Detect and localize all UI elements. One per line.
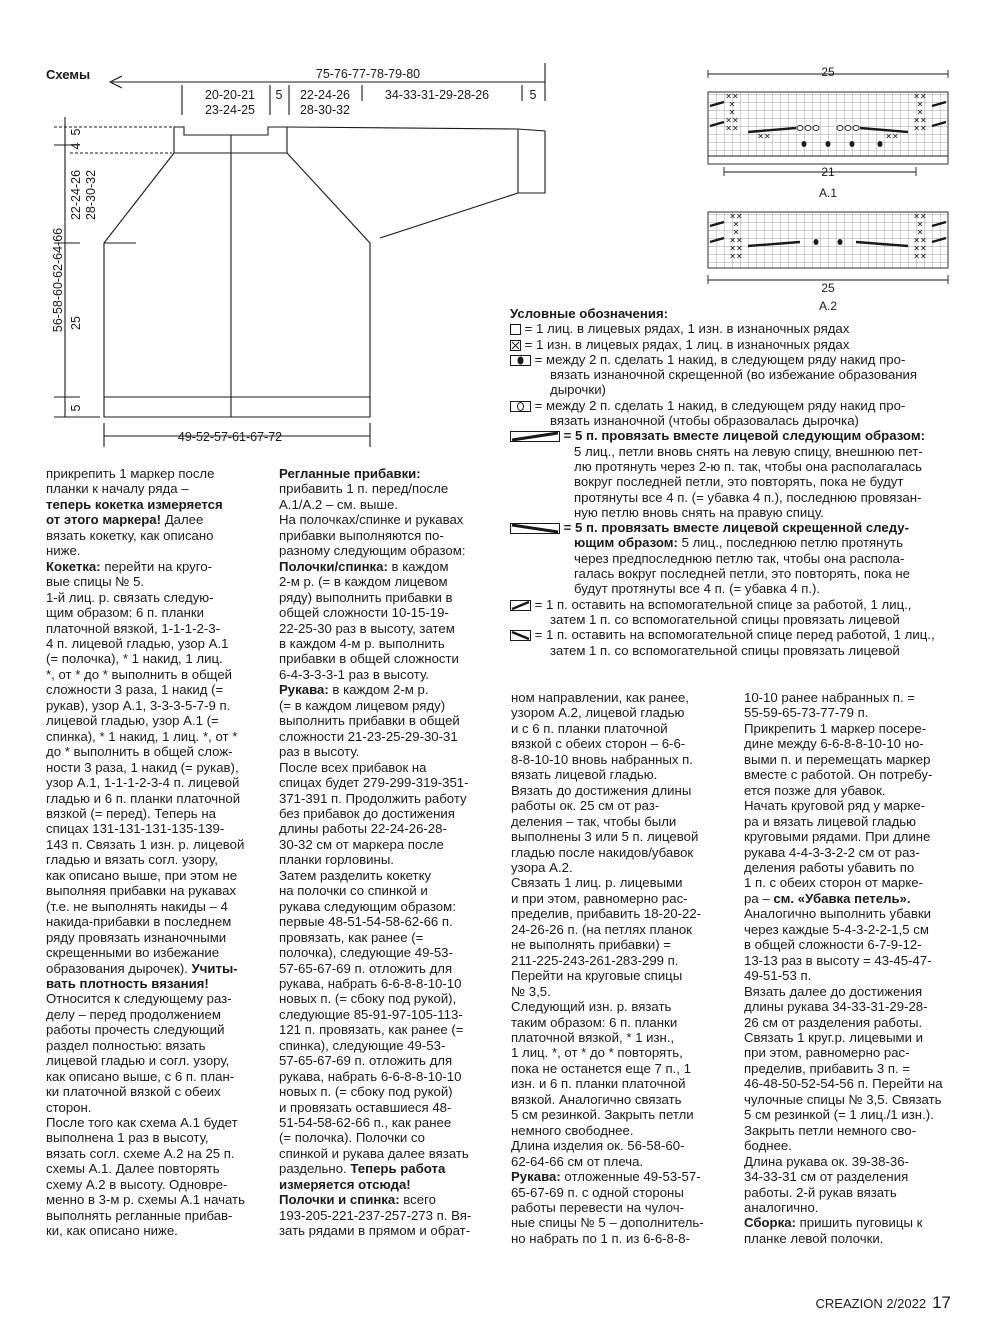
- text-line: 8-8-10-10 вновь набранных п.: [511, 751, 693, 767]
- text-line: Перейти на круговые спицы: [511, 968, 683, 984]
- legend-item-yo-hole: [510, 398, 960, 413]
- text-line: 1-й лиц. р. связать следую-: [46, 589, 214, 605]
- text-line: пока не останется еще 7 п., 1: [511, 1060, 691, 1076]
- left-decrease-icon: [510, 431, 560, 442]
- text-line: образования дырочек).: [46, 960, 188, 976]
- text-line: ки, как описано ниже.: [46, 1223, 178, 1239]
- text-line: спицах 131-131-131-135-139-: [46, 821, 225, 837]
- text-line: как описано выше, при этом не: [46, 867, 238, 883]
- text-line: 57-65-67-69 п. отложить для: [279, 960, 453, 976]
- text-line: сторон.: [46, 1099, 92, 1115]
- text-line: узором A.2, лицевой гладью: [511, 705, 685, 721]
- legend-text: лю протянуть через 2-ю п. так, чтобы она располагалась: [574, 458, 922, 474]
- dim-side-4: 4: [69, 142, 83, 150]
- text-line: немного свободнее.: [511, 1122, 634, 1138]
- legend-text: = 5 п. провязать вместе лицевой следующим образом:: [563, 428, 925, 444]
- text-line: 24-26-26 п. (на петлях планок: [511, 921, 693, 937]
- svg-text:✕✕: ✕✕: [757, 132, 771, 141]
- text-line: Прикрепить 1 маркер посере-: [744, 720, 927, 736]
- dim-seg-c-line1: 22-24-26: [299, 88, 351, 102]
- text-line: ные спицы № 5 – дополнитель-: [511, 1215, 704, 1231]
- svg-text:✕✕: ✕✕: [913, 212, 927, 221]
- text-line: в каждом 4-м р. выполнить: [279, 635, 445, 651]
- legend-text: галась вокруг последней петли, это повторять, пока не: [574, 566, 911, 582]
- text-line: сложности 3 раза, 1 накид (=: [46, 682, 224, 698]
- svg-text:✕: ✕: [728, 100, 736, 109]
- text-line: в каждом 2-м р.: [328, 682, 429, 698]
- dim-seg-d: 34-33-31-29-28-26: [384, 88, 490, 102]
- legend-text: через предпоследнюю петлю так, чтобы она распола-: [574, 550, 905, 566]
- legend-text: 5 лиц., последнюю петлю протянуть: [677, 535, 903, 551]
- a2-bottom-width: 25: [821, 281, 835, 295]
- svg-text:✕: ✕: [916, 228, 924, 237]
- text-line: Вязать далее до достижения: [744, 983, 923, 999]
- text-line: ниже.: [46, 543, 81, 559]
- text-line: измеряется отсюда!: [279, 1176, 411, 1192]
- dim-bottom-width: 49-52-57-61-67-72: [177, 430, 283, 444]
- dim-top-total: 75-76-77-78-79-80: [315, 67, 421, 81]
- text-line: 1 лиц. *, от * до * повторять,: [511, 1045, 683, 1061]
- text-line: Следующий изн. р. вязать: [511, 999, 672, 1015]
- text-line: длины работы 22-24-26-28-: [279, 821, 447, 837]
- text-line: при этом, равномерно рас-: [744, 1045, 910, 1061]
- svg-text:✕✕: ✕✕: [725, 124, 739, 133]
- text-line: Начать круговой ряд у марке-: [744, 798, 926, 814]
- text-line: выполнена 1 раз в высоту,: [46, 1130, 209, 1146]
- legend-text: = 1 изн. в лицевых рядах, 1 лиц. в изнаночных рядах: [524, 336, 850, 352]
- text-line: в общей сложности 6-7-9-12-: [744, 937, 922, 953]
- text-line: рукава, набрать 6-6-8-8-10-10: [279, 975, 462, 991]
- text-line: вязать согл. схеме A.2 на 25 п.: [46, 1145, 235, 1161]
- text-line: Затем разделить кокетку: [279, 867, 432, 883]
- text-line: спинкой и рукава далее вязать: [279, 1145, 469, 1161]
- text-line: Связать 1 лиц. р. лицевыми: [511, 875, 683, 891]
- magazine-issue: CREAZION 2/2022: [815, 1296, 927, 1311]
- text-line: 57-65-67-69 п. отложить для: [279, 1053, 453, 1069]
- text-line: A.1/A.2 – см. выше.: [279, 496, 398, 512]
- text-line: 2-м р. (= в каждом лицевом: [279, 574, 448, 590]
- text-line: 211-225-243-261-283-299 п.: [511, 952, 679, 968]
- text-line: лицевой гладью, узор A.1 (=: [46, 713, 219, 729]
- legend-text: будут протянуты все 4 п. (= убавка 4 п.).: [574, 581, 821, 597]
- text-line: работы перевести на чулоч-: [511, 1199, 685, 1215]
- a1-label: A.1: [818, 186, 838, 200]
- text-line: вязать лицевой гладью.: [511, 767, 658, 783]
- text-line: планки горловины.: [279, 852, 394, 868]
- text-line: (= полочка), * 1 накид, 1 лиц.: [46, 651, 223, 667]
- text-line: новых п. (= сбоку под рукой),: [279, 991, 457, 1007]
- text-line: ется позже для убавок.: [744, 782, 886, 798]
- text-line: 46-48-50-52-54-56 п. Перейти на: [744, 1076, 943, 1092]
- dim-side-total: 56-58-60-62-64-66: [51, 227, 65, 333]
- text-line: вязкой (= перед). Теперь на: [46, 805, 216, 821]
- text-line: Далее: [161, 512, 204, 528]
- text-line: выполняя прибавки на рукавах: [46, 883, 237, 899]
- text-line: скрещенными во избежание: [46, 945, 220, 961]
- text-line: лицевой гладью и согл. узору,: [46, 1053, 230, 1069]
- text-line: 26 см от разделения работы.: [744, 1014, 923, 1030]
- text-line: на полочки со спинкой и: [279, 883, 428, 899]
- legend-item-k5tog-tbl: [510, 520, 960, 535]
- svg-text:✕✕: ✕✕: [729, 236, 743, 245]
- text-line: прибавки в общей сложности: [279, 651, 459, 667]
- dim-seg-b: 5: [275, 88, 283, 102]
- text-line: в каждом: [387, 558, 449, 574]
- text-line: раздел полностью: вязать: [46, 1037, 206, 1053]
- text-line: теперь кокетка измеряется: [46, 496, 223, 512]
- text-line: выми п. и перемещать маркер: [744, 751, 931, 767]
- text-line: вязкой. Аналогично связать: [511, 1091, 682, 1107]
- legend-text: 5 лиц., петли вновь снять на левую спицу, внешнюю пет-: [574, 443, 923, 459]
- svg-text:✕✕: ✕✕: [913, 244, 927, 253]
- text-line: ности 3 раза, 1 накид (= рукав),: [46, 759, 239, 775]
- text-line: вместе с работой. Он потребу-: [744, 767, 933, 783]
- page-footer: [816, 1293, 951, 1313]
- svg-text:✕✕: ✕✕: [913, 236, 927, 245]
- text-line: рукава следующим образом:: [279, 898, 456, 914]
- text-line: вать плотность вязания!: [46, 975, 209, 991]
- text-line: платочной вязкой, 1-1-1-2-3-: [46, 620, 220, 636]
- text-line: 1 п. с обеих сторон от марке-: [744, 875, 923, 891]
- text-line: планке левой полочки.: [744, 1230, 884, 1246]
- text-line: Кокетка:: [46, 558, 101, 574]
- garment-schematic: [40, 55, 560, 455]
- text-line: 5 см резинкой. Закрыть петли: [511, 1107, 694, 1123]
- legend-text: = 1 п. оставить на вспомогательной спице перед работой, 1 лиц.,: [534, 627, 935, 643]
- text-line: прикрепить 1 маркер после: [46, 466, 215, 481]
- text-line: 49-51-53 п.: [744, 968, 812, 984]
- filled-oval-icon: [510, 355, 531, 366]
- text-line: Полочки и спинка:: [279, 1192, 400, 1208]
- legend-item-yo-twisted: [510, 352, 960, 367]
- text-line: работы ок. 25 см от раз-: [511, 798, 660, 814]
- text-column-2: [279, 466, 501, 1239]
- text-line: работы прочесть следующий: [46, 1022, 225, 1038]
- text-line: пределив, прибавить 3 п. =: [744, 1060, 911, 1076]
- dim-side-armhole-2: 28-30-32: [84, 169, 98, 221]
- text-line: ки платочной вязкой с обеих: [46, 1084, 221, 1100]
- text-line: 22-25-30 раз в высоту, затем: [279, 620, 455, 636]
- text-line: № 3,5.: [511, 983, 551, 999]
- text-line: дине между 6-6-8-8-10-10 но-: [744, 736, 924, 752]
- text-line: длины рукава 34-33-31-29-28-: [744, 999, 928, 1015]
- text-line: схему A.2 в высоту. Одновре-: [46, 1176, 228, 1192]
- open-oval-icon: [510, 401, 531, 412]
- text-line: общей сложности 10-15-19-: [279, 605, 449, 621]
- svg-text:✕✕: ✕✕: [913, 92, 927, 101]
- text-line: без прибавок до достижения: [279, 805, 455, 821]
- text-line: вязкой с обеих сторон – 6-6-: [511, 736, 686, 752]
- svg-text:✕: ✕: [916, 220, 924, 229]
- text-line: полочка), следующие 49-53-: [279, 945, 453, 961]
- text-line: см. «Убавка петель».: [769, 890, 911, 906]
- text-column-4: [744, 690, 959, 1246]
- legend-text: протянуты все 4 п. (= убавка 4 п.), последнюю провязан-: [574, 489, 922, 505]
- text-line: выполнены 3 или 5 п. лицевой: [511, 829, 699, 845]
- dim-side-25: 25: [69, 316, 83, 330]
- legend-text: = между 2 п. сделать 1 накид, в следующем ряду накид про-: [534, 397, 906, 413]
- text-line: 121 п. провязать, как ранее (=: [279, 1022, 464, 1038]
- text-line: *, от * до * выполнить в общей: [46, 666, 233, 682]
- text-line: ра и вязать лицевой гладью: [744, 813, 917, 829]
- text-line: и с 6 п. планки платочной: [511, 720, 668, 736]
- text-line: Учиты-: [187, 960, 238, 976]
- text-line: Относится к следующему раз-: [46, 991, 232, 1007]
- text-line: узор A.1, 1-1-1-2-3-4 п. лицевой: [46, 775, 240, 791]
- text-line: Рукава:: [511, 1169, 561, 1185]
- cross-front-icon: [510, 630, 531, 641]
- text-line: изн. и 6 п. планки платочной: [511, 1076, 686, 1092]
- legend-item-purl: [510, 337, 960, 352]
- a1-bottom-width: 21: [821, 165, 835, 179]
- text-line: от этого маркера!: [46, 512, 162, 528]
- cross-square-icon: [510, 340, 521, 351]
- text-line: 10-10 ранее набранных п. =: [744, 690, 915, 705]
- legend-title: Условные обозначения:: [510, 306, 669, 321]
- legend-item-cross-front: [510, 627, 960, 642]
- svg-text:✕✕: ✕✕: [729, 212, 743, 221]
- schema-title: Схемы: [46, 67, 91, 82]
- text-line: гладью после накидов/убавок: [511, 844, 694, 860]
- svg-text:✕: ✕: [916, 108, 924, 117]
- legend-text: вокруг последней петли, это повторять, пока не будут: [574, 474, 904, 490]
- legend-text: = 1 п. оставить на вспомогательной спице за работой, 1 лиц.,: [534, 596, 912, 612]
- text-line: После всех прибавок на: [279, 759, 427, 775]
- text-line: Закрыть петли немного сво-: [744, 1122, 916, 1138]
- text-line: всего: [399, 1192, 436, 1208]
- text-line: Вязать до достижения длины: [511, 782, 692, 798]
- legend-text: дырочки): [550, 382, 606, 398]
- a2-label: A.2: [818, 299, 838, 313]
- svg-text:✕: ✕: [728, 108, 736, 117]
- text-line: пределив, прибавить 18-20-22-: [511, 906, 702, 922]
- text-line: 6-4-3-3-3-1 раз в высоту.: [279, 666, 429, 682]
- right-decrease-icon: [510, 523, 560, 534]
- legend-text: вязать изнаночной (чтобы образовалась дырочка): [550, 413, 859, 429]
- text-line: ряду провязать изнаночными: [46, 929, 227, 945]
- dim-seg-a-line1: 20-20-21: [204, 88, 256, 102]
- legend-text: ную петлю вновь снять на правую спицу.: [574, 504, 824, 520]
- dim-side-5-top: 5: [69, 128, 83, 136]
- text-line: гладью и 6 п. планки платочной: [46, 790, 241, 806]
- text-line: перейти на круго-: [100, 558, 212, 574]
- text-line: раздельно.: [279, 1161, 347, 1177]
- text-line: Регланные прибавки:: [279, 466, 421, 481]
- text-line: (т.е. не выполнять накиды – 4: [46, 898, 228, 914]
- text-line: рукава, набрать 6-6-8-8-10-10: [279, 1068, 462, 1084]
- svg-text:✕✕: ✕✕: [729, 252, 743, 261]
- dim-side-5-bottom: 5: [69, 404, 83, 412]
- text-line: 65-67-69 п. с одной стороны: [511, 1184, 684, 1200]
- text-line: Аналогично выполнить убавки: [744, 906, 931, 922]
- page-number: 17: [932, 1293, 951, 1312]
- cross-back-icon: [510, 600, 531, 611]
- svg-text:✕✕: ✕✕: [913, 116, 927, 125]
- empty-square-icon: [510, 324, 521, 335]
- text-line: накида-прибавки в последнем: [46, 914, 232, 930]
- text-line: Полочки/спинка:: [279, 558, 388, 574]
- legend-item-cross-back: [510, 597, 960, 612]
- text-line: вые спицы № 5.: [46, 574, 145, 590]
- text-line: схемы A.1. Далее повторять: [46, 1161, 220, 1177]
- text-line: как описано выше, с 6 п. план-: [46, 1068, 235, 1084]
- text-line: рукав), узор A.1, 3-3-3-5-7-9 п.: [46, 697, 231, 713]
- svg-text:✕: ✕: [732, 220, 740, 229]
- text-line: Сборка:: [744, 1215, 796, 1231]
- text-line: 30-32 см от маркера после: [279, 836, 444, 852]
- text-line: пришить пуговицы к: [795, 1215, 923, 1231]
- text-line: 5 см резинкой (= 1 лиц./1 изн.).: [744, 1107, 934, 1123]
- text-line: щим образом: 6 п. планки: [46, 605, 205, 621]
- a1-top-width: 25: [821, 65, 835, 79]
- text-line: делу – перед продолжением: [46, 1006, 221, 1022]
- text-line: узора A.2.: [511, 859, 573, 875]
- legend-text: затем 1 п. со вспомогательной спицы провязать лицевой: [550, 611, 900, 627]
- text-line: (= полочка). Полочки со: [279, 1130, 425, 1146]
- legend-text: ющим образом:: [574, 535, 678, 551]
- text-line: до * выполнить в общей слож-: [46, 744, 233, 760]
- text-line: разному следующим образом:: [279, 543, 466, 559]
- legend-text: затем 1 п. со вспомогательной спицы провязать лицевой: [550, 642, 900, 658]
- text-line: 55-59-65-73-77-79 п.: [744, 705, 869, 721]
- dim-seg-c-line2: 28-30-32: [299, 103, 351, 117]
- text-line: Связать 1 круг.р. лицевыми и: [744, 1029, 924, 1045]
- text-line: платочной вязкой, * 1 изн.,: [511, 1029, 675, 1045]
- text-line: новых п. (= сбоку под рукой): [279, 1084, 453, 1100]
- text-line: 4 п. лицевой гладью, узор A.1: [46, 635, 229, 651]
- text-line: выполнять регланные прибав-: [46, 1207, 233, 1223]
- text-line: ном направлении, как ранее,: [511, 690, 689, 705]
- text-line: На полочках/спинке и рукавах: [279, 512, 464, 528]
- text-line: 13-13 раз в высоту = 43-45-47-: [744, 952, 932, 968]
- text-line: аналогично.: [744, 1199, 819, 1215]
- text-line: 371-391 п. Продолжить работу: [279, 790, 467, 806]
- text-line: прибавки выполняются по-: [279, 527, 444, 543]
- text-line: прибавить 1 п. перед/после: [279, 481, 449, 497]
- text-line: и провязать оставшиеся 48-: [279, 1099, 452, 1115]
- text-line: чулочные спицы № 3,5. Связать: [744, 1091, 942, 1107]
- text-line: Теперь работа: [346, 1161, 446, 1177]
- svg-text:✕: ✕: [732, 228, 740, 237]
- text-line: спицах будет 279-299-319-351-: [279, 775, 469, 791]
- text-line: и при этом, равномерно рас-: [511, 890, 688, 906]
- text-line: круговыми рядами. При длине: [744, 829, 931, 845]
- text-line: 51-54-58-62-66 п., как ранее: [279, 1115, 452, 1131]
- legend-text: = 5 п. провязать вместе лицевой скрещенной следу-: [563, 520, 909, 536]
- legend-item-k5tog: [510, 428, 960, 443]
- text-line: (= в каждом лицевом ряду): [279, 697, 446, 713]
- text-line: зать рядами в прямом и обрат-: [279, 1223, 471, 1239]
- text-line: Длина изделия ок. 56-58-60-: [511, 1138, 685, 1154]
- text-line: но набрать по 1 п. из 6-6-8-8-: [511, 1230, 690, 1246]
- svg-text:✕✕: ✕✕: [913, 252, 927, 261]
- text-line: таким образом: 6 п. планки: [511, 1014, 678, 1030]
- text-line: рукава 4-4-3-3-2-2 см от раз-: [744, 844, 920, 860]
- text-line: деления – так, чтобы были: [511, 813, 677, 829]
- svg-text:✕✕: ✕✕: [913, 124, 927, 133]
- text-line: 34-33-31 см от разделения: [744, 1169, 909, 1185]
- text-line: После того как схема A.1 будет: [46, 1115, 238, 1131]
- text-line: выполнить прибавки в общей: [279, 713, 460, 729]
- text-line: ряду) выполнить прибавки в: [279, 589, 453, 605]
- text-line: следующие 85-91-97-105-113-: [279, 1006, 463, 1022]
- text-line: раз в высоту.: [279, 744, 360, 760]
- text-line: провязать, как ранее (=: [279, 929, 424, 945]
- svg-text:✕✕: ✕✕: [885, 132, 899, 141]
- text-line: сложности 21-23-25-29-30-31: [279, 728, 458, 744]
- knitting-charts: [700, 62, 960, 317]
- text-line: боднее.: [744, 1138, 792, 1154]
- text-line: 62-64-66 см от плеча.: [511, 1153, 644, 1169]
- svg-text:✕✕: ✕✕: [725, 92, 739, 101]
- dim-seg-a-line2: 23-24-25: [204, 103, 256, 117]
- legend-item-knit: [510, 321, 960, 336]
- text-line: менно в 3-м р. схемы A.1 начать: [46, 1192, 245, 1208]
- text-line: ра –: [744, 890, 770, 906]
- text-line: отложенные 49-53-57-: [560, 1169, 701, 1185]
- svg-text:✕: ✕: [916, 100, 924, 109]
- text-line: вязать кокетку, как описано: [46, 527, 214, 543]
- text-line: спинка), * 1 накид, 1 лиц. *, от *: [46, 728, 238, 744]
- dim-side-armhole-1: 22-24-26: [69, 169, 83, 221]
- text-column-3: [511, 690, 733, 1246]
- text-line: Рукава:: [279, 682, 329, 698]
- legend-text: = между 2 п. сделать 1 накид, в следующем ряду накид про-: [534, 351, 906, 367]
- text-line: Длина рукава ок. 39-38-36-: [744, 1153, 909, 1169]
- svg-text:✕✕: ✕✕: [725, 116, 739, 125]
- text-line: гладью и вязать согл. узору,: [46, 852, 218, 868]
- symbol-legend: [510, 306, 960, 658]
- text-line: через каждые 5-4-3-2-2-1,5 см: [744, 921, 929, 937]
- text-line: первые 48-51-54-58-62-66 п.: [279, 914, 453, 930]
- text-line: 193-205-221-237-257-273 п. Вя-: [279, 1207, 472, 1223]
- text-line: деления работы убавить по: [744, 859, 915, 875]
- text-line: не выполнять прибавки) =: [511, 937, 671, 953]
- svg-text:✕✕: ✕✕: [729, 244, 743, 253]
- text-line: планки к началу ряда –: [46, 481, 189, 497]
- text-column-1: [46, 466, 266, 1239]
- text-line: работы. 2-й рукав вязать: [744, 1184, 897, 1200]
- dim-seg-e: 5: [529, 88, 537, 102]
- text-line: 143 п. Связать 1 изн. р. лицевой: [46, 836, 245, 852]
- text-line: спинка), следующие 49-53-: [279, 1037, 446, 1053]
- legend-text: вязать изнаночной скрещенной (во избежание образования: [550, 367, 918, 383]
- legend-text: = 1 лиц. в лицевых рядах, 1 изн. в изнаночных рядах: [524, 321, 850, 337]
